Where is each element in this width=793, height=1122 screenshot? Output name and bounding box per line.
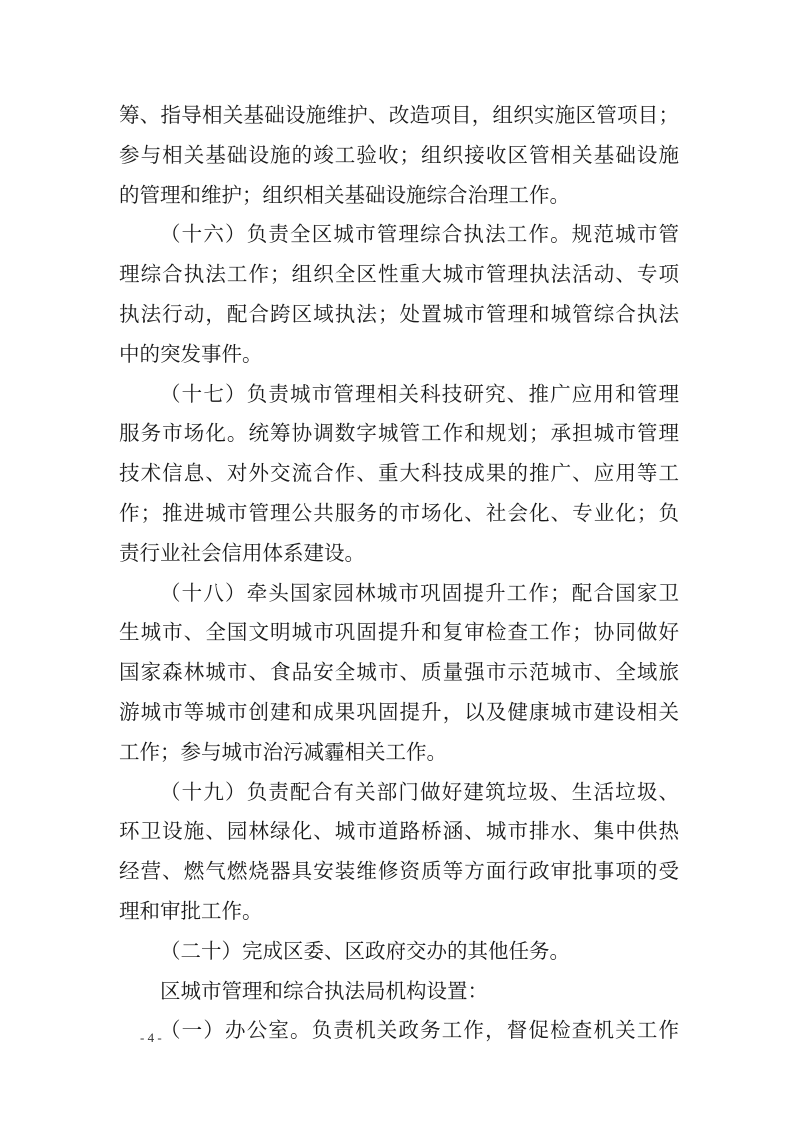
text-line: 筹、指导相关基础设施维护、改造项目，组织实施区管项目； [119, 103, 679, 127]
paragraph-continued [119, 96, 679, 215]
page-number: - 4 - [140, 1030, 162, 1045]
paragraph-16 [119, 215, 679, 374]
text-line: 游城市等城市创建和成果巩固提升，以及健康城市建设相关 [119, 699, 679, 724]
text-line: 国家森林城市、食品安全城市、质量强市示范城市、全域旅 [119, 660, 679, 685]
text-line: （十八）牵头国家园林城市巩固提升工作；配合国家卫 [160, 580, 679, 605]
text-line: 作；推进城市管理公共服务的市场化、社会化、专业化；负 [119, 500, 679, 525]
text-line: 生城市、全国文明城市巩固提升和复审检查工作；协同做好 [119, 620, 679, 645]
text-line: 参与相关基础设施的竣工验收；组织接收区管相关基础设施 [119, 142, 679, 167]
text-line: 责行业社会信用体系建设。 [119, 540, 365, 565]
paragraph-office [119, 1011, 679, 1051]
paragraph-17 [119, 375, 679, 574]
text-line: 环卫设施、园林绿化、城市道路桥涵、城市排水、集中供热 [119, 819, 679, 844]
paragraph-19 [119, 773, 679, 932]
text-line: 中的突发事件。 [119, 341, 263, 366]
text-line: （二十）完成区委、区政府交办的其他任务。 [160, 938, 570, 963]
document-body [119, 96, 679, 1051]
text-line: （一）办公室。负责机关政务工作，督促检查机关工作 [160, 1018, 679, 1043]
text-line: 经营、燃气燃烧器具安装维修资质等方面行政审批事项的受 [119, 859, 679, 884]
text-line: 技术信息、对外交流合作、重大科技成果的推广、应用等工 [119, 461, 679, 486]
text-line: 区城市管理和综合执法局机构设置： [160, 978, 488, 1003]
paragraph-20 [119, 932, 679, 972]
text-line: 工作；参与城市治污减霾相关工作。 [119, 739, 447, 764]
paragraph-18 [119, 574, 679, 773]
text-line: （十九）负责配合有关部门做好建筑垃圾、生活垃圾、 [160, 779, 679, 804]
text-line: 的管理和维护；组织相关基础设施综合治理工作。 [119, 182, 570, 207]
text-line: 理和审批工作。 [119, 898, 263, 923]
text-line: （十六）负责全区城市管理综合执法工作。规范城市管 [160, 222, 679, 247]
text-line: 执法行动，配合跨区域执法；处置城市管理和城管综合执法 [119, 301, 679, 326]
text-line: 理综合执法工作；组织全区性重大城市管理执法活动、专项 [119, 262, 679, 287]
paragraph-org-setup [119, 972, 679, 1012]
text-line: 服务市场化。统筹协调数字城管工作和规划；承担城市管理 [119, 421, 679, 446]
text-line: （十七）负责城市管理相关科技研究、推广应用和管理 [160, 381, 679, 406]
